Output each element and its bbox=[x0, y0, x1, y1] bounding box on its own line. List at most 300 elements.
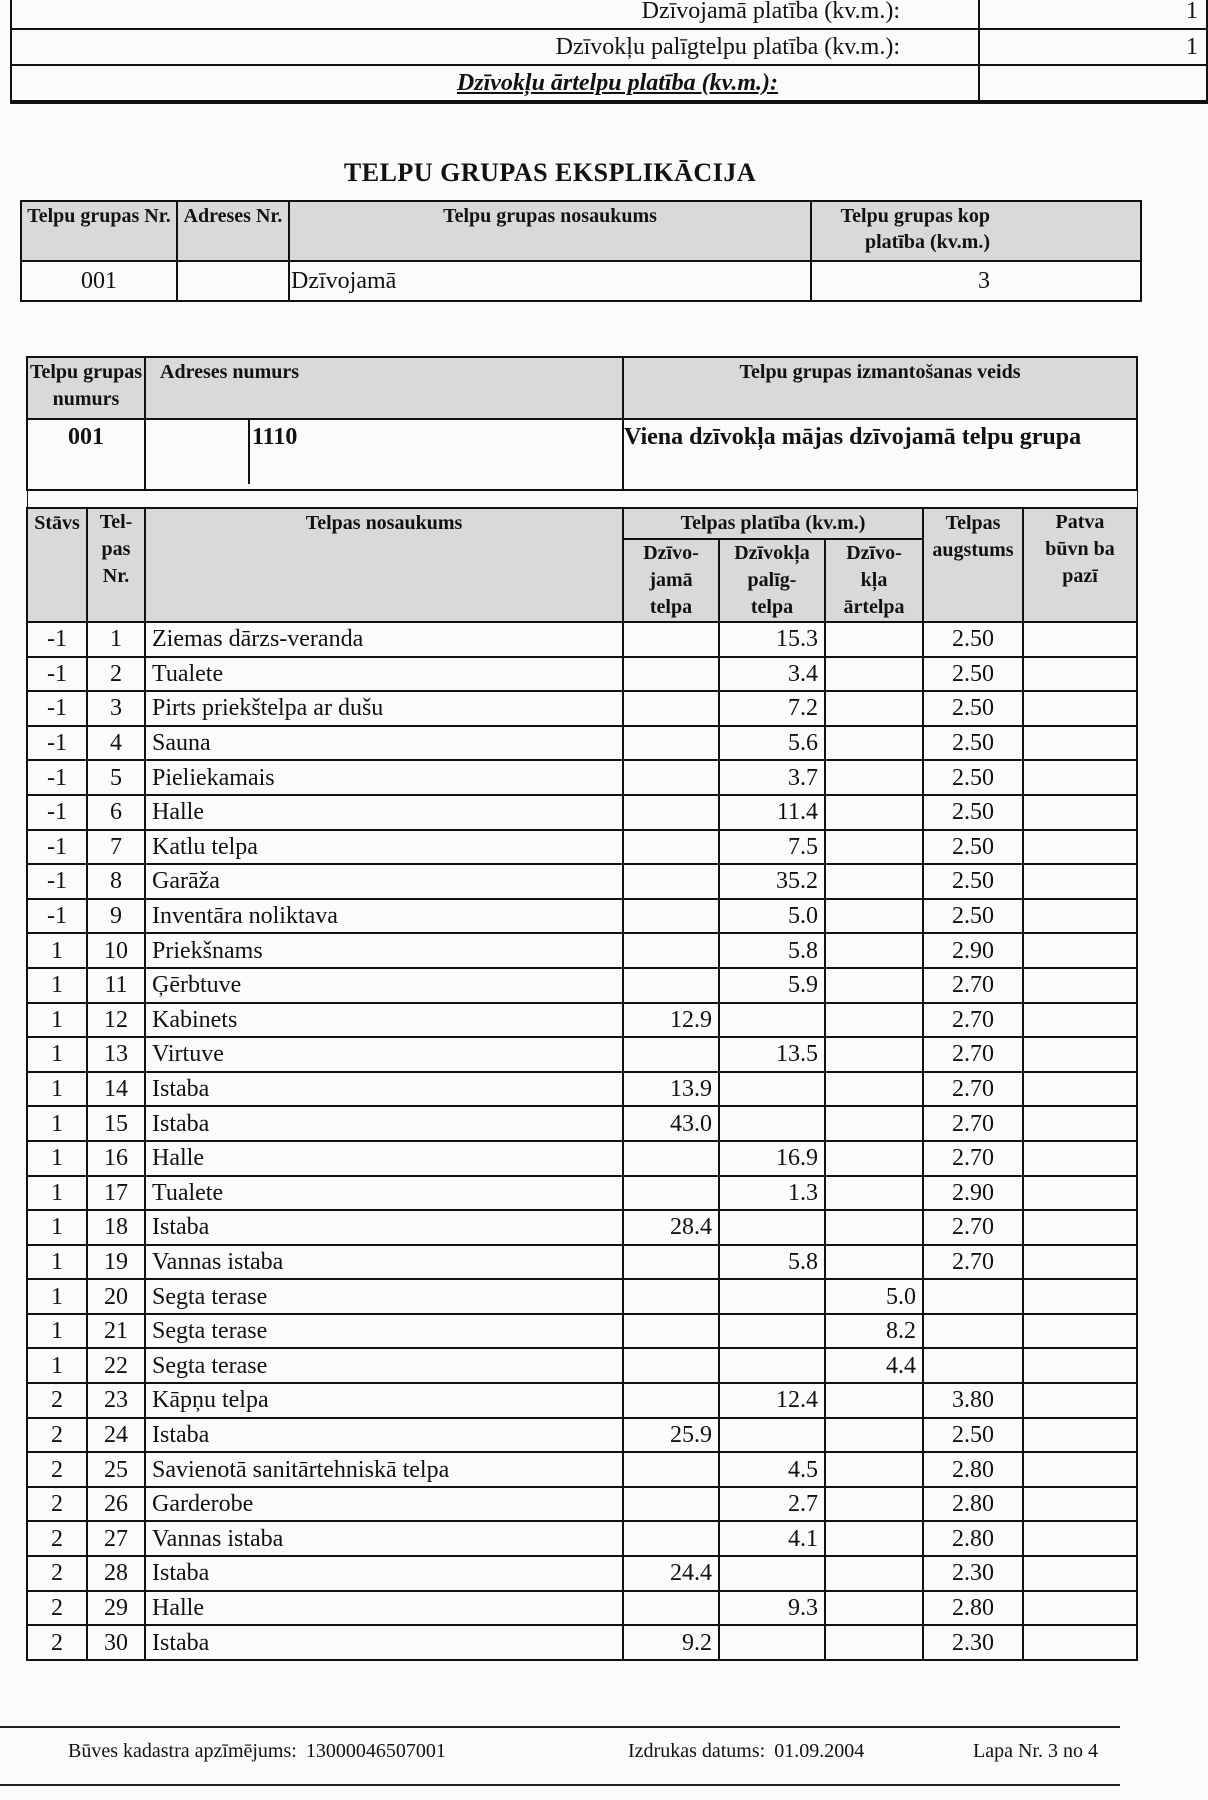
outdoor-area-cell bbox=[825, 1141, 923, 1176]
group-address bbox=[177, 261, 289, 301]
aux-area-cell: 5.0 bbox=[719, 899, 825, 934]
unauthorized-cell bbox=[1023, 1556, 1137, 1591]
room-name-cell: Savienotā sanitārtehniskā telpa bbox=[145, 1452, 623, 1487]
summary-label: Dzīvokļu palīgtelpu platība (kv.m.): bbox=[11, 29, 979, 65]
col-floor: Stāvs bbox=[27, 508, 87, 622]
outdoor-area-cell bbox=[825, 1487, 923, 1522]
living-area-cell: 25.9 bbox=[623, 1418, 719, 1453]
room-nr-cell: 14 bbox=[87, 1072, 145, 1107]
table-row bbox=[27, 795, 1137, 830]
room-nr-cell: 2 bbox=[87, 657, 145, 692]
floor-cell: 1 bbox=[27, 1037, 87, 1072]
floor-cell: 2 bbox=[27, 1418, 87, 1453]
aux-area-cell bbox=[719, 1072, 825, 1107]
footer-cadastre bbox=[68, 1740, 446, 1763]
living-area-cell bbox=[623, 1348, 719, 1383]
outdoor-area-cell bbox=[825, 1176, 923, 1211]
room-nr-cell: 24 bbox=[87, 1418, 145, 1453]
room-nr-cell: 11 bbox=[87, 968, 145, 1003]
room-name-cell: Katlu telpa bbox=[145, 830, 623, 865]
unauthorized-cell bbox=[1023, 657, 1137, 692]
table-row bbox=[27, 1037, 1137, 1072]
height-cell: 2.30 bbox=[923, 1625, 1023, 1660]
summary-row bbox=[11, 29, 1207, 65]
group-table bbox=[20, 200, 1142, 302]
outdoor-area-cell bbox=[825, 1003, 923, 1038]
living-area-cell bbox=[623, 795, 719, 830]
footer-divider bbox=[0, 1784, 1120, 1786]
outdoor-area-cell bbox=[825, 1452, 923, 1487]
aux-area-cell: 3.7 bbox=[719, 760, 825, 795]
outdoor-area-cell bbox=[825, 830, 923, 865]
table-row bbox=[27, 1625, 1137, 1660]
table-row bbox=[27, 1556, 1137, 1591]
room-name-cell: Halle bbox=[145, 1591, 623, 1626]
unauthorized-cell bbox=[1023, 1625, 1137, 1660]
footer-print-date bbox=[628, 1740, 864, 1763]
outdoor-area-cell bbox=[825, 864, 923, 899]
room-nr-cell: 8 bbox=[87, 864, 145, 899]
floor-cell: 2 bbox=[27, 1452, 87, 1487]
room-nr-cell: 25 bbox=[87, 1452, 145, 1487]
room-name-cell: Istaba bbox=[145, 1072, 623, 1107]
height-cell: 2.70 bbox=[923, 1210, 1023, 1245]
outdoor-area-cell bbox=[825, 1210, 923, 1245]
room-name-cell: Halle bbox=[145, 1141, 623, 1176]
footer-divider bbox=[0, 1726, 1120, 1728]
aux-area-cell: 2.7 bbox=[719, 1487, 825, 1522]
floor-cell: 1 bbox=[27, 1245, 87, 1280]
room-nr-cell: 12 bbox=[87, 1003, 145, 1038]
table-row bbox=[27, 1106, 1137, 1141]
room-name-cell: Istaba bbox=[145, 1418, 623, 1453]
height-cell: 2.70 bbox=[923, 1037, 1023, 1072]
col-room-name: Telpas nosaukums bbox=[145, 508, 623, 622]
col-height: Telpas augstums bbox=[923, 508, 1023, 622]
height-cell bbox=[923, 1348, 1023, 1383]
floor-cell: 1 bbox=[27, 1072, 87, 1107]
height-cell: 2.30 bbox=[923, 1556, 1023, 1591]
table-row bbox=[27, 726, 1137, 761]
room-nr-cell: 22 bbox=[87, 1348, 145, 1383]
aux-area-cell: 13.5 bbox=[719, 1037, 825, 1072]
aux-area-cell: 5.9 bbox=[719, 968, 825, 1003]
table-row bbox=[27, 1521, 1137, 1556]
room-name-cell: Garāža bbox=[145, 864, 623, 899]
living-area-cell bbox=[623, 864, 719, 899]
room-name-cell: Garderobe bbox=[145, 1487, 623, 1522]
col-unauthorized: Patva būvn ba pazī bbox=[1023, 508, 1137, 622]
cadastre-label: Būves kadastra apzīmējums: bbox=[68, 1740, 297, 1762]
floor-cell: 1 bbox=[27, 1176, 87, 1211]
outdoor-area-cell bbox=[825, 1383, 923, 1418]
room-name-cell: Segta terase bbox=[145, 1279, 623, 1314]
height-cell: 2.50 bbox=[923, 795, 1023, 830]
aux-area-cell bbox=[719, 1418, 825, 1453]
outdoor-area-cell bbox=[825, 1591, 923, 1626]
group-table-header-area: Telpu grupas kop platība (kv.m.) bbox=[811, 201, 1141, 261]
table-row bbox=[27, 1314, 1137, 1349]
table-row bbox=[27, 968, 1137, 1003]
room-name-cell: Priekšnams bbox=[145, 933, 623, 968]
living-area-cell bbox=[623, 899, 719, 934]
room-nr-cell: 17 bbox=[87, 1176, 145, 1211]
room-nr-cell: 18 bbox=[87, 1210, 145, 1245]
floor-cell: 1 bbox=[27, 1003, 87, 1038]
floor-cell: 2 bbox=[27, 1487, 87, 1522]
living-area-cell bbox=[623, 968, 719, 1003]
room-nr-cell: 30 bbox=[87, 1625, 145, 1660]
height-cell: 3.80 bbox=[923, 1383, 1023, 1418]
floor-cell: -1 bbox=[27, 830, 87, 865]
aux-area-cell: 16.9 bbox=[719, 1141, 825, 1176]
unauthorized-cell bbox=[1023, 1591, 1137, 1626]
floor-cell: -1 bbox=[27, 622, 87, 657]
aux-area-cell: 7.2 bbox=[719, 691, 825, 726]
unauthorized-cell bbox=[1023, 795, 1137, 830]
unauthorized-cell bbox=[1023, 1176, 1137, 1211]
aux-area-cell: 5.8 bbox=[719, 933, 825, 968]
room-nr-cell: 28 bbox=[87, 1556, 145, 1591]
floor-cell: 2 bbox=[27, 1383, 87, 1418]
height-cell: 2.50 bbox=[923, 830, 1023, 865]
table-row bbox=[27, 830, 1137, 865]
table-row bbox=[27, 1141, 1137, 1176]
outdoor-area-cell bbox=[825, 933, 923, 968]
height-cell: 2.90 bbox=[923, 933, 1023, 968]
floor-cell: 1 bbox=[27, 1314, 87, 1349]
unauthorized-cell bbox=[1023, 1072, 1137, 1107]
area-summary-table bbox=[10, 0, 1208, 104]
table-row bbox=[27, 1003, 1137, 1038]
outdoor-area-cell bbox=[825, 1521, 923, 1556]
floor-cell: 1 bbox=[27, 1348, 87, 1383]
aux-area-cell bbox=[719, 1210, 825, 1245]
living-area-cell: 13.9 bbox=[623, 1072, 719, 1107]
room-nr-cell: 13 bbox=[87, 1037, 145, 1072]
room-name-cell: Pirts priekštelpa ar dušu bbox=[145, 691, 623, 726]
unauthorized-cell bbox=[1023, 1521, 1137, 1556]
unauthorized-cell bbox=[1023, 864, 1137, 899]
living-area-cell: 43.0 bbox=[623, 1106, 719, 1141]
room-name-cell: Pieliekamais bbox=[145, 760, 623, 795]
room-nr-cell: 29 bbox=[87, 1591, 145, 1626]
living-area-cell bbox=[623, 1176, 719, 1211]
floor-cell: -1 bbox=[27, 899, 87, 934]
unauthorized-cell bbox=[1023, 1245, 1137, 1280]
aux-area-cell: 5.8 bbox=[719, 1245, 825, 1280]
outdoor-area-cell: 8.2 bbox=[825, 1314, 923, 1349]
floor-cell: -1 bbox=[27, 760, 87, 795]
group-table-header-address: Adreses Nr. bbox=[177, 201, 289, 261]
unauthorized-cell bbox=[1023, 830, 1137, 865]
unauthorized-cell bbox=[1023, 968, 1137, 1003]
floor-cell: 1 bbox=[27, 1141, 87, 1176]
room-nr-cell: 9 bbox=[87, 899, 145, 934]
table-row bbox=[27, 1245, 1137, 1280]
table-row bbox=[27, 1383, 1137, 1418]
aux-area-cell bbox=[719, 1556, 825, 1591]
group-table-row bbox=[21, 261, 1141, 301]
unauthorized-cell bbox=[1023, 726, 1137, 761]
living-area-cell bbox=[623, 691, 719, 726]
table-row bbox=[27, 1487, 1137, 1522]
room-nr-cell: 3 bbox=[87, 691, 145, 726]
group-name: Dzīvojamā bbox=[289, 261, 811, 301]
outdoor-area-cell bbox=[825, 1418, 923, 1453]
outdoor-area-cell bbox=[825, 1037, 923, 1072]
aux-area-cell bbox=[719, 1279, 825, 1314]
header-address-number: Adreses numurs bbox=[145, 357, 623, 419]
table-row bbox=[27, 622, 1137, 657]
group-table-header-nr: Telpu grupas Nr. bbox=[21, 201, 177, 261]
living-area-cell bbox=[623, 830, 719, 865]
living-area-cell bbox=[623, 760, 719, 795]
summary-row bbox=[11, 0, 1207, 29]
living-area-cell bbox=[623, 1245, 719, 1280]
room-name-cell: Halle bbox=[145, 795, 623, 830]
unauthorized-cell bbox=[1023, 933, 1137, 968]
room-name-cell: Ziemas dārzs-veranda bbox=[145, 622, 623, 657]
outdoor-area-cell bbox=[825, 1072, 923, 1107]
height-cell: 2.70 bbox=[923, 1245, 1023, 1280]
room-nr-cell: 15 bbox=[87, 1106, 145, 1141]
header-group-number: Telpu grupas numurs bbox=[27, 357, 145, 419]
height-cell: 2.80 bbox=[923, 1521, 1023, 1556]
height-cell: 2.50 bbox=[923, 622, 1023, 657]
room-name-cell: Virtuve bbox=[145, 1037, 623, 1072]
print-value: 01.09.2004 bbox=[774, 1740, 865, 1762]
outdoor-area-cell bbox=[825, 760, 923, 795]
room-nr-cell: 26 bbox=[87, 1487, 145, 1522]
living-area-cell: 24.4 bbox=[623, 1556, 719, 1591]
floor-cell: -1 bbox=[27, 726, 87, 761]
unauthorized-cell bbox=[1023, 1418, 1137, 1453]
floor-cell: -1 bbox=[27, 691, 87, 726]
group-number-value: 001 bbox=[27, 419, 145, 490]
room-nr-cell: 21 bbox=[87, 1314, 145, 1349]
aux-area-cell: 9.3 bbox=[719, 1591, 825, 1626]
room-nr-cell: 6 bbox=[87, 795, 145, 830]
floor-cell: 2 bbox=[27, 1521, 87, 1556]
table-row bbox=[27, 899, 1137, 934]
room-name-cell: Kabinets bbox=[145, 1003, 623, 1038]
group-nr: 001 bbox=[21, 261, 177, 301]
room-name-cell: Inventāra noliktava bbox=[145, 899, 623, 934]
height-cell: 2.70 bbox=[923, 1003, 1023, 1038]
col-outdoor: Dzīvo- kļa ārtelpa bbox=[825, 539, 923, 622]
floor-cell: 2 bbox=[27, 1625, 87, 1660]
living-area-cell: 12.9 bbox=[623, 1003, 719, 1038]
living-area-cell bbox=[623, 726, 719, 761]
aux-area-cell bbox=[719, 1348, 825, 1383]
unauthorized-cell bbox=[1023, 622, 1137, 657]
height-cell: 2.70 bbox=[923, 1106, 1023, 1141]
room-name-cell: Istaba bbox=[145, 1210, 623, 1245]
col-room-nr: Tel- pas Nr. bbox=[87, 508, 145, 622]
living-area-cell bbox=[623, 622, 719, 657]
table-row bbox=[27, 1176, 1137, 1211]
summary-value: 1 bbox=[979, 29, 1207, 65]
room-nr-cell: 27 bbox=[87, 1521, 145, 1556]
col-auxiliary: Dzīvokļa palīg- telpa bbox=[719, 539, 825, 622]
table-row bbox=[27, 1279, 1137, 1314]
height-cell: 2.80 bbox=[923, 1591, 1023, 1626]
outdoor-area-cell bbox=[825, 622, 923, 657]
outdoor-area-cell bbox=[825, 1625, 923, 1660]
height-cell: 2.50 bbox=[923, 864, 1023, 899]
table-row bbox=[27, 864, 1137, 899]
col-area: Telpas platība (kv.m.) bbox=[623, 508, 923, 539]
floor-cell: -1 bbox=[27, 657, 87, 692]
table-row bbox=[27, 1210, 1137, 1245]
table-row bbox=[27, 1072, 1137, 1107]
room-name-cell: Segta terase bbox=[145, 1314, 623, 1349]
cadastre-value: 13000046507001 bbox=[305, 1740, 446, 1762]
unauthorized-cell bbox=[1023, 899, 1137, 934]
outdoor-area-cell bbox=[825, 1245, 923, 1280]
table-row bbox=[27, 1591, 1137, 1626]
height-cell: 2.70 bbox=[923, 1072, 1023, 1107]
room-name-cell: Istaba bbox=[145, 1106, 623, 1141]
aux-area-cell bbox=[719, 1003, 825, 1038]
unauthorized-cell bbox=[1023, 1003, 1137, 1038]
floor-cell: -1 bbox=[27, 795, 87, 830]
height-cell: 2.50 bbox=[923, 691, 1023, 726]
group-area: 3 bbox=[811, 261, 1141, 301]
living-area-cell bbox=[623, 1279, 719, 1314]
table-row bbox=[27, 691, 1137, 726]
unauthorized-cell bbox=[1023, 1348, 1137, 1383]
unauthorized-cell bbox=[1023, 1279, 1137, 1314]
group-table-header-name: Telpu grupas nosaukums bbox=[289, 201, 811, 261]
aux-area-cell: 15.3 bbox=[719, 622, 825, 657]
rooms-table bbox=[26, 356, 1138, 1661]
aux-area-cell: 11.4 bbox=[719, 795, 825, 830]
height-cell: 2.50 bbox=[923, 726, 1023, 761]
table-row bbox=[27, 657, 1137, 692]
aux-area-cell: 12.4 bbox=[719, 1383, 825, 1418]
table-row bbox=[27, 1418, 1137, 1453]
living-area-cell bbox=[623, 1141, 719, 1176]
outdoor-area-cell bbox=[825, 657, 923, 692]
outdoor-area-cell: 4.4 bbox=[825, 1348, 923, 1383]
height-cell: 2.70 bbox=[923, 968, 1023, 1003]
address-number-value bbox=[146, 420, 250, 484]
room-nr-cell: 16 bbox=[87, 1141, 145, 1176]
room-nr-cell: 1 bbox=[87, 622, 145, 657]
use-code: 1110 bbox=[252, 424, 298, 450]
outdoor-area-cell bbox=[825, 726, 923, 761]
floor-cell: 1 bbox=[27, 968, 87, 1003]
group-use-cell bbox=[145, 419, 623, 490]
unauthorized-cell bbox=[1023, 1383, 1137, 1418]
outdoor-area-cell: 5.0 bbox=[825, 1279, 923, 1314]
room-nr-cell: 5 bbox=[87, 760, 145, 795]
room-nr-cell: 7 bbox=[87, 830, 145, 865]
print-label: Izdrukas datums: bbox=[628, 1740, 766, 1762]
unauthorized-cell bbox=[1023, 1452, 1137, 1487]
use-name: Viena dzīvokļa mājas dzīvojamā telpu grupa bbox=[623, 419, 1137, 490]
height-cell: 2.80 bbox=[923, 1452, 1023, 1487]
aux-area-cell: 1.3 bbox=[719, 1176, 825, 1211]
aux-area-cell bbox=[719, 1106, 825, 1141]
section-title: TELPU GRUPAS EKSPLIKĀCIJA bbox=[343, 158, 757, 187]
room-nr-cell: 19 bbox=[87, 1245, 145, 1280]
room-nr-cell: 10 bbox=[87, 933, 145, 968]
floor-cell: 2 bbox=[27, 1591, 87, 1626]
living-area-cell bbox=[623, 1487, 719, 1522]
height-cell bbox=[923, 1314, 1023, 1349]
floor-cell: 1 bbox=[27, 933, 87, 968]
room-rows bbox=[27, 622, 1137, 1660]
outdoor-area-cell bbox=[825, 968, 923, 1003]
living-area-cell bbox=[623, 1452, 719, 1487]
living-area-cell bbox=[623, 1314, 719, 1349]
outdoor-area-cell bbox=[825, 899, 923, 934]
outdoor-area-cell bbox=[825, 1556, 923, 1591]
aux-area-cell bbox=[719, 1625, 825, 1660]
col-living: Dzīvo- jamā telpa bbox=[623, 539, 719, 622]
outdoor-area-cell bbox=[825, 1106, 923, 1141]
height-cell: 2.50 bbox=[923, 657, 1023, 692]
floor-cell: 1 bbox=[27, 1279, 87, 1314]
height-cell bbox=[923, 1279, 1023, 1314]
unauthorized-cell bbox=[1023, 1141, 1137, 1176]
living-area-cell bbox=[623, 1521, 719, 1556]
aux-area-cell: 7.5 bbox=[719, 830, 825, 865]
summary-label: Dzīvojamā platība (kv.m.): bbox=[11, 0, 979, 29]
table-row bbox=[27, 933, 1137, 968]
table-row bbox=[27, 760, 1137, 795]
unauthorized-cell bbox=[1023, 1314, 1137, 1349]
outdoor-area-cell bbox=[825, 691, 923, 726]
room-name-cell: Istaba bbox=[145, 1625, 623, 1660]
room-name-cell: Sauna bbox=[145, 726, 623, 761]
room-name-cell: Kāpņu telpa bbox=[145, 1383, 623, 1418]
room-name-cell: Segta terase bbox=[145, 1348, 623, 1383]
aux-area-cell: 35.2 bbox=[719, 864, 825, 899]
room-name-cell: Istaba bbox=[145, 1556, 623, 1591]
living-area-cell bbox=[623, 933, 719, 968]
room-name-cell: Vannas istaba bbox=[145, 1245, 623, 1280]
living-area-cell: 28.4 bbox=[623, 1210, 719, 1245]
height-cell: 2.50 bbox=[923, 760, 1023, 795]
summary-value bbox=[979, 65, 1207, 102]
height-cell: 2.80 bbox=[923, 1487, 1023, 1522]
room-name-cell: Tualete bbox=[145, 1176, 623, 1211]
living-area-cell bbox=[623, 1591, 719, 1626]
floor-cell: 1 bbox=[27, 1210, 87, 1245]
unauthorized-cell bbox=[1023, 1487, 1137, 1522]
aux-area-cell bbox=[719, 1314, 825, 1349]
summary-row bbox=[11, 65, 1207, 102]
aux-area-cell: 3.4 bbox=[719, 657, 825, 692]
footer-page-number: Lapa Nr. 3 no 4 bbox=[973, 1740, 1098, 1762]
unauthorized-cell bbox=[1023, 691, 1137, 726]
aux-area-cell: 4.5 bbox=[719, 1452, 825, 1487]
height-cell: 2.90 bbox=[923, 1176, 1023, 1211]
unauthorized-cell bbox=[1023, 1210, 1137, 1245]
floor-cell: 2 bbox=[27, 1556, 87, 1591]
unauthorized-cell bbox=[1023, 1106, 1137, 1141]
header-use-type: Telpu grupas izmantošanas veids bbox=[623, 357, 1137, 419]
table-spacer bbox=[27, 490, 1137, 508]
room-name-cell: Vannas istaba bbox=[145, 1521, 623, 1556]
living-area-cell bbox=[623, 1037, 719, 1072]
height-cell: 2.50 bbox=[923, 899, 1023, 934]
table-row bbox=[27, 1348, 1137, 1383]
